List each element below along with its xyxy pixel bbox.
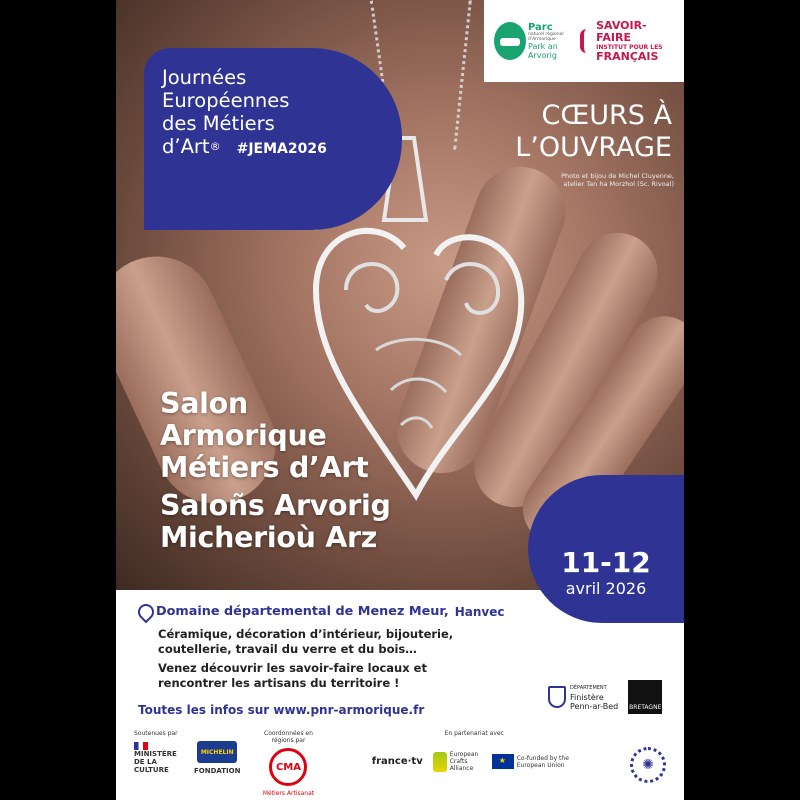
eu-flag-icon (492, 754, 514, 769)
supported-by-label: Soutenues par (134, 730, 178, 737)
partners-label: En partenariat avec (444, 730, 504, 737)
title-line: Européennes (162, 89, 290, 112)
bretagne-label: BRETAGNE (629, 704, 662, 711)
salon-fr-line2: Armorique (160, 419, 327, 452)
savoir-faire-emblem-icon (580, 29, 593, 53)
european-crafts-emblem-icon (433, 752, 447, 772)
website-prefix: Toutes les infos sur (138, 703, 270, 717)
savoir-faire-small: INSTITUT POUR LES (596, 43, 663, 51)
european-crafts-logo (433, 751, 482, 772)
france-tv-logo: france·tv (371, 756, 423, 767)
title-line: d’Art (162, 135, 210, 158)
artisan-seal-icon: ✺ (630, 747, 666, 783)
visit-line1: Venez découvrir les savoir-faire locaux et (158, 661, 427, 675)
salon-br-line2: Micherioù Arz (160, 521, 378, 554)
event-month: avril 2026 (565, 579, 647, 598)
footer-sponsors (116, 730, 684, 800)
salon-br-line1: Saloñs Arvorig (160, 489, 391, 522)
visit-invitation (158, 661, 538, 691)
website-link[interactable]: www.pnr-armorique.fr (273, 703, 425, 717)
photo-credit (546, 172, 674, 188)
title-line: Journées (162, 66, 247, 89)
cma-label: CMA (275, 761, 301, 773)
event-title-bubble (144, 48, 402, 230)
location-town: Hanvec (454, 604, 505, 619)
partner-logos-top (484, 0, 684, 82)
coordinated-by-label: Coordonnées en régions par (264, 730, 313, 744)
poster (116, 0, 684, 800)
ministere-culture-logo (134, 742, 184, 774)
website-line (138, 703, 538, 717)
crafts-list (158, 627, 538, 657)
registered-mark: ® (209, 140, 221, 153)
regional-logos (548, 680, 662, 714)
finistere-line2: Finistère (570, 692, 604, 702)
crafts-line1: Céramique, décoration d’intérieur, bijouterie, (158, 627, 454, 641)
headline (496, 100, 684, 164)
date-bubble (528, 475, 684, 623)
finistere-line1: DÉPARTEMENT (570, 684, 607, 691)
metiers-artisanat-label: Métiers Artisanat (262, 790, 315, 797)
european-crafts-label: European Crafts Alliance (449, 751, 479, 772)
photo-credit-line1: Photo et bijou de Michel Cluyenne, (561, 172, 674, 180)
michelin-label: MICHELIN (197, 741, 237, 763)
headline-line1: CŒURS À (541, 100, 672, 131)
parc-armorique-logo (494, 22, 572, 60)
title-line: des Métiers (162, 112, 275, 135)
parc-logo-subtitle: naturel régional d'Armorique (528, 31, 564, 42)
michelin-foundation-logo (194, 741, 240, 775)
savoir-faire-line1: SAVOIR-FAIRE (596, 18, 647, 44)
visit-line2: rencontrer les artisans du territoire ! (158, 676, 400, 690)
finistere-shield-icon (548, 686, 566, 708)
savoir-faire-line2: FRANÇAIS (596, 49, 659, 63)
salon-title (160, 388, 391, 554)
event-info (138, 604, 538, 717)
cma-logo (269, 748, 307, 786)
savoir-faire-logo (580, 20, 674, 63)
hashtag: #JEMA2026 (236, 141, 327, 157)
eu-funded-label: Co-funded by the European Union (516, 754, 569, 769)
ministere-label: MINISTÈRE DE LA CULTURE (134, 750, 177, 774)
photo-credit-line2: atelier Tan ha Morzhol (Sc. Rivoal) (563, 180, 674, 188)
location-venue: Domaine départemental de Menez Meur, (156, 604, 449, 619)
location (138, 604, 538, 619)
bretagne-logo (628, 680, 662, 714)
map-pin-icon (138, 604, 150, 619)
finistere-line3: Penn-ar-Bed (570, 701, 619, 711)
parc-emblem-icon (494, 22, 526, 60)
french-flag-icon (134, 742, 148, 750)
headline-line2: L’OUVRAGE (515, 132, 672, 163)
crafts-line2: coutellerie, travail du verre et du bois… (158, 642, 417, 656)
title-line-with-hashtag (162, 135, 384, 161)
event-days: 11-12 (561, 546, 651, 579)
salon-fr-line1: Salon (160, 387, 248, 420)
finistere-logo (548, 684, 618, 711)
eu-funding-logo (492, 754, 577, 769)
salon-fr-line3: Métiers d’Art (160, 451, 369, 484)
parc-logo-title: Parc (528, 21, 553, 33)
parc-logo-breton: Park an Arvorig (528, 41, 558, 60)
fondation-label: FONDATION (194, 767, 241, 775)
